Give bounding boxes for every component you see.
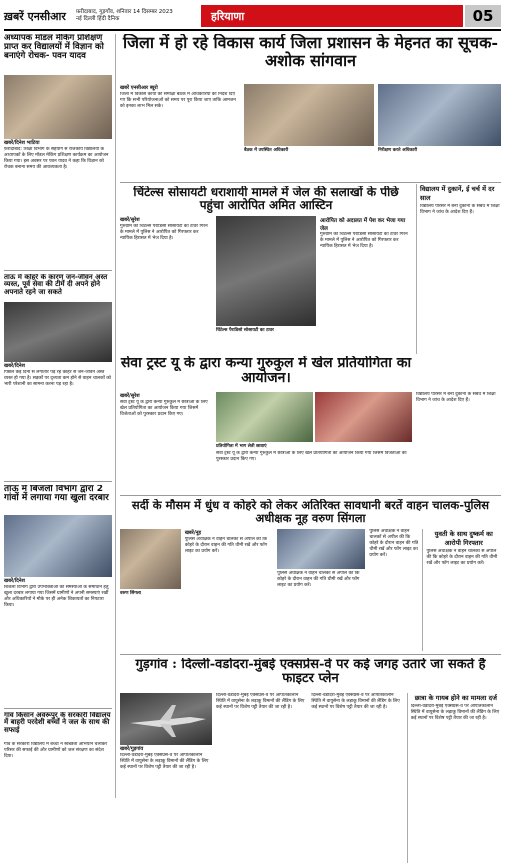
story-text: दिल्ली-वडोदरा-मुंबई एक्सप्रेस-वे पर आपातकालीन स्थिति में वायुसेना के लड़ाकू विमानों की लैंडिंग के लिए कई स्थानों पर विशेष पट्टी तैयार की जा रही है। xyxy=(120,753,209,770)
story-text: गुरुग्राम की चिंटेल्स पैराडिसो सोसायटी का टावर गिरने के मामले में पुलिस ने आरोपित को गिरफ्तार कर न्यायिक हिरासत में भेज दिया है। xyxy=(320,232,408,249)
section-title: हरियाणा xyxy=(201,5,463,27)
story-title: ताऊ में कोहरे के कारण जन-जीवन अस्त व्यस्त, पूर्व सेवा की टीमें दी अपने होने अपनाते रहने जा सकते xyxy=(4,274,108,296)
sidebar-title: विद्यालय में दुकानें, ई चर्च में दर साल xyxy=(420,185,495,202)
story-text: सेवा ट्रस्ट यू के द्वारा कन्या गुरुकुल में छात्राओं के लिए खेल प्रतियोगिता का आयोजन किया गया जिसमें विजेताओं को पुरस्कार प्रदान किए गए। xyxy=(120,400,208,417)
story-text: दिल्ली-वडोदरा-मुंबई एक्सप्रेस-वे पर आपातकालीन स्थिति में वायुसेना के लड़ाकू विमानों की लैंडिंग के लिए कई स्थानों पर विशेष पट्टी तैयार की जा रही है। xyxy=(410,704,500,721)
byline: खबरें एनसीआर ब्यूरो xyxy=(120,85,158,91)
lead-headline: जिला में हो रहे विकास कार्य जिला प्रशासन के मेहनत का सूचक-अशोक सांगवान xyxy=(122,34,499,70)
chintels-headline: चिंटेल्स सोसायटी धराशायी मामले में जेल की सलाखों के पीछे पहुंचा आरोपित अमित आस्टिन xyxy=(133,186,399,213)
story-text: जिला में विकास कार्यों की समीक्षा बैठक में अधिकारियों को निर्देश दिए गए कि सभी परियोजनाओं को समय पर पूरा किया जाए ताकि आमजन को इनका लाभ मिल सके। xyxy=(120,92,236,109)
story-text: पुलिस अधीक्षक ने वाहन चालकों से अपील की कि कोहरे के दौरान वाहन की गति धीमी रखें और फॉग लाइट का प्रयोग करें। xyxy=(184,537,268,554)
byline: खबरें/दिनेश xyxy=(4,363,25,369)
byline: खबरें/नूह xyxy=(184,530,202,536)
story-text: सेवा ट्रस्ट यू के द्वारा कन्या गुरुकुल में छात्राओं के लिए खेल प्रतियोगिता का आयोजन किया गया जिसमें विजेताओं को पुरस्कार प्रदान किए गए। xyxy=(216,451,407,462)
page-number: 05 xyxy=(465,5,501,27)
sports-photo-1 xyxy=(216,392,313,442)
left-column xyxy=(4,34,116,798)
masthead xyxy=(4,3,501,31)
side-story-title: युवती के साथ दुष्कर्म का आरोपी गिरफ्तार xyxy=(434,530,493,547)
fighter-plane-photo xyxy=(120,693,212,745)
story-text: विद्यालय परिसर में बनी दुकानों के संबंध में शिक्षा विभाग ने जांच के आदेश दिए हैं। xyxy=(416,392,496,403)
story-text: पुलिस अधीक्षक ने वाहन चालकों से अपील की कि कोहरे के दौरान वाहन की गति धीमी रखें और फॉग लाइट का प्रयोग करें। xyxy=(369,529,419,558)
story-title: अध्यापक मॉडल मेकिंग प्रशिक्षण प्राप्त कर विद्यालयों में विज्ञान को बनाएंगे रोचक- पवन यादव xyxy=(4,34,104,61)
photo-caption: प्रतियोगिता में भाग लेती छात्राएं xyxy=(216,444,267,449)
newspaper-logo: ख़बरें एनसीआर xyxy=(4,9,66,23)
fog-headline: सर्दी के मौसम में धुंध व कोहरे को लेकर अतिरिक्त सावधानी बरतें वाहन चालक-पुलिस अधीक्षक नूह वरुण सिंगला xyxy=(131,499,490,525)
sports-headline: सेवा ट्रस्ट यू के द्वारा कन्या गुरुकुल में खेल प्रतियोगिता का आयोजन। xyxy=(120,356,412,387)
lead-photo-1 xyxy=(244,84,374,146)
story-text: दिल्ली-वडोदरा-मुंबई एक्सप्रेस-वे पर आपातकालीन स्थिति में वायुसेना के लड़ाकू विमानों की लैंडिंग के लिए कई स्थानों पर विशेष पट्टी तैयार की जा रही है। xyxy=(311,693,400,710)
photo-caption: बैठक में उपस्थित अधिकारी xyxy=(244,148,289,153)
fog-photo xyxy=(120,529,181,589)
story-text: फ़रीदाबाद: शिक्षा विभाग के सहयोग से राजकीय विद्यालयों के अध्यापकों के लिए मॉडल मेकिंग प्रशिक्षण कार्यक्रम का आयोजन किया गया। इस अवसर पर पवन यादव ने कहा कि विज्ञान को रोचक बनाना समय की आवश्यकता है। xyxy=(4,147,109,170)
photo-caption: निरीक्षण करते अधिकारी xyxy=(378,148,418,153)
story-photo xyxy=(4,75,112,139)
byline: खबरें/दिनेश भाटिया xyxy=(4,140,40,146)
story-text: पुलिस अधीक्षक ने वाहन चालकों से अपील की कि कोहरे के दौरान वाहन की गति धीमी रखें और फॉग लाइट का प्रयोग करें। xyxy=(277,571,360,588)
edition-meta xyxy=(76,9,201,23)
subhead: आरोपित को अदालत में पेश कर भेजा गया जेल xyxy=(320,218,406,232)
photo-caption: चिंटेल्स पैराडिसो सोसायटी का टावर xyxy=(216,328,274,333)
story-text: बिजली विभाग द्वारा उपभोक्ताओं की समस्याओं के समाधान हेतु खुला दरबार लगाया गया जिसमें ग्रामीणों ने अपनी समस्याएं रखीं और अधिकारियों ने मौके पर ही अनेक शिकायतों का निपटारा किया। xyxy=(4,585,109,608)
byline: खबरें/दिनेश xyxy=(4,578,25,584)
sports-photo-2 xyxy=(315,392,412,442)
story-text: गांव के सरकारी विद्यालय में बच्चों ने स्वच्छता अभियान चलाकर परिसर की सफाई की और ग्रामीणों को जल संरक्षण का संदेश दिया। xyxy=(4,742,108,759)
story-text: पुलिस अधीक्षक ने वाहन चालकों से अपील की कि कोहरे के दौरान वाहन की गति धीमी रखें और फॉग लाइट का प्रयोग करें। xyxy=(426,549,498,566)
story-title: गांव किसान अवरूपुर के सरकारी विद्यालय में बाहरी परदेशी बच्चों ने जल के साथ की सफाई xyxy=(4,712,111,734)
byline: खबरें/सुरेश xyxy=(120,393,140,399)
side-story-title: छात्रा के गायब होने का मामला दर्ज xyxy=(414,694,497,702)
story-photo xyxy=(4,302,112,362)
chintels-photo xyxy=(216,216,316,326)
expressway-headline: गुड़गांव : दिल्ली-वडोदरा-मुंबई एक्सप्रेस-वे पर कई जगह उतारे जा सकते है फाइटर प्लेन xyxy=(135,658,486,687)
byline: खबरें/गुड़गांव xyxy=(120,746,144,752)
fog-photo-2 xyxy=(277,529,365,569)
sidebar-text: विद्यालय परिसर में बनी दुकानों के संबंध में शिक्षा विभाग ने जांच के आदेश दिए हैं। xyxy=(420,204,500,215)
fighter-plane-icon xyxy=(120,693,212,745)
edition-date: फ़रीदाबाद, गुड़गाँव, शनिवार 14 दिसम्बर 2023 xyxy=(76,9,173,15)
story-photo xyxy=(4,515,112,577)
story-text: दिल्ली-वडोदरा-मुंबई एक्सप्रेस-वे पर आपातकालीन स्थिति में वायुसेना के लड़ाकू विमानों की लैंडिंग के लिए कई स्थानों पर विशेष पट्टी तैयार की जा रही है। xyxy=(216,693,305,710)
lead-photo-2 xyxy=(378,84,501,146)
photo-caption: वरुण सिंगला xyxy=(120,591,141,596)
story-text: गुरुग्राम की चिंटेल्स पैराडिसो सोसायटी का टावर गिरने के मामले में पुलिस ने आरोपित को गिरफ्तार कर न्यायिक हिरासत में भेज दिया है। xyxy=(120,224,208,241)
right-column xyxy=(120,34,501,798)
story-text: पिछले कई दिनों से लगातार पड़ रहे कोहरे से जन-जीवन अस्त व्यस्त हो गया है। सड़कों पर दृश्यता कम होने से वाहन चालकों को भारी परेशानी का सामना करना पड़ रहा है। xyxy=(4,370,111,387)
edition-tagline: नई दिल्ली हिंदी दैनिक xyxy=(76,16,120,22)
byline: खबरें/सुरेश xyxy=(120,217,140,223)
story-title: ताऊ में बिजली विभाग द्वारा 2 गांवों में लगाया गया खुला दरबार xyxy=(4,485,109,504)
